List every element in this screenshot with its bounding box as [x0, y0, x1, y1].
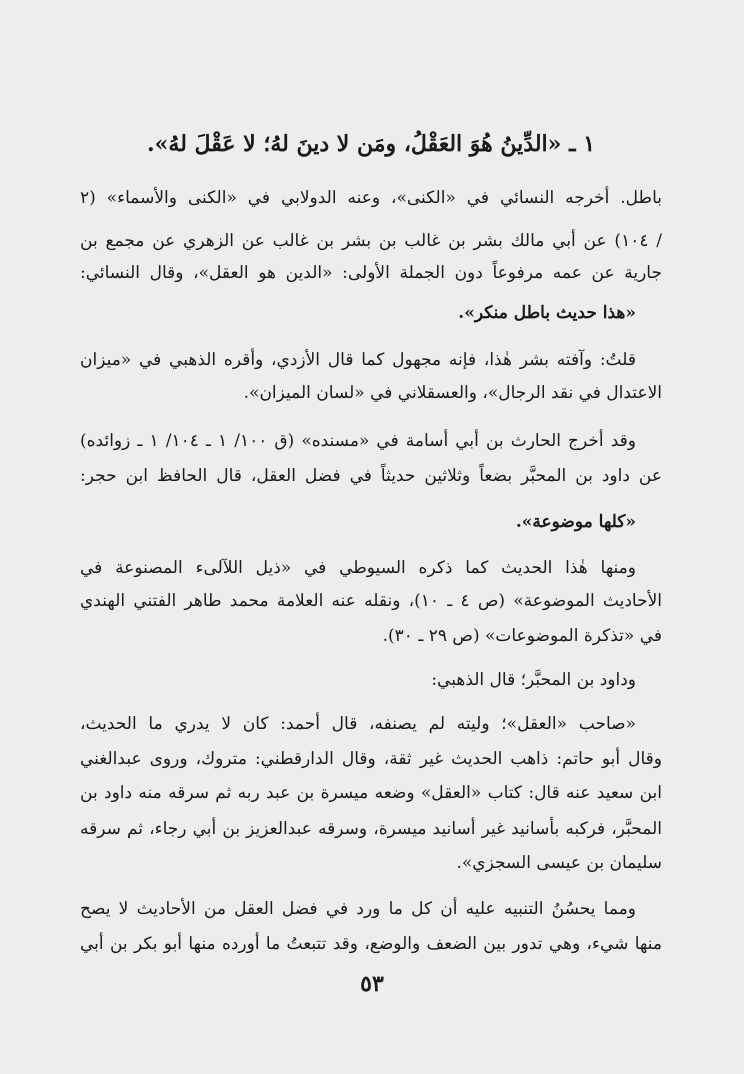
text-line: «صاحب «العقل»؛ وليته لم يصنفه، قال أحمد: كان لا يدري ما الحديث،	[80, 714, 636, 734]
text-line: وداود بن المحبَّر؛ قال الذهبي:	[431, 670, 636, 690]
text-line: قلتُ: وآفته بشر هٰذا، فإنه مجهول كما قال الأزدي، وأقره الذهبي في «ميزان	[80, 350, 636, 370]
text-line: ومما يحسُنُ التنبيه عليه أن كل ما ورد في فضل العقل من الأحاديث لا يصح	[80, 899, 636, 919]
hadith-heading: ١ ـ «الدِّينُ هُوَ العَقْلُ، ومَن لا دينَ لهُ؛ لا عَقْلَ لهُ».	[146, 131, 596, 157]
text-line: الاعتدال في نقد الرجال»، والعسقلاني في «لسان الميزان».	[243, 383, 662, 403]
text-line: الأحاديث الموضوعة» (ص ٤ ـ ١٠)، ونقله عنه العلامة محمد طاهر الفتني الهندي	[80, 591, 662, 611]
text-line: في «تذكرة الموضوعات» (ص ٢٩ ـ ٣٠).	[382, 626, 662, 646]
page-number: ٥٣	[360, 971, 384, 997]
quote-line: «هذا حديث باطل منكر».	[458, 303, 636, 323]
text-line: وقد أخرج الحارث بن أبي أسامة في «مسنده» (ق ١٠٠/ ١ ـ ١٠٤/ ١ ـ زوائده)	[80, 431, 636, 451]
text-line: ومنها هٰذا الحديث كما ذكره السيوطي في «ذيل اللآلىء المصنوعة في	[80, 558, 636, 578]
text-line: باطل. أخرجه النسائي في «الكنى»، وعنه الدولابي في «الكنى والأسماء» (٢	[80, 188, 662, 208]
text-line: المحبَّر، فركبه بأسانيد غير أسانيد ميسرة، وسرقه عبدالعزيز بن أبي رجاء، ثم سرقه	[80, 819, 662, 839]
text-line: عن داود بن المحبَّر بضعاً وثلاثين حديثاً في فضل العقل، قال الحافظ ابن حجر:	[80, 466, 662, 486]
text-line: وقال أبو حاتم: ذاهب الحديث غير ثقة، وقال الدارقطني: متروك، وروى عبدالغني	[80, 749, 662, 769]
text-line: جارية عن عمه مرفوعاً دون الجملة الأولى: «الدين هو العقل»، وقال النسائي:	[80, 263, 662, 283]
text-line: سليمان بن عيسى السجزي».	[456, 853, 662, 873]
text-line: / ١٠٤) عن أبي مالك بشر بن غالب بن بشر بن غالب عن الزهري عن مجمع بن	[80, 231, 662, 251]
quote-line: «كلها موضوعة».	[515, 512, 636, 532]
text-line: ابن سعيد عنه قال: كتاب «العقل» وضعه ميسرة بن عبد ربه ثم سرقه منه داود بن	[80, 783, 662, 803]
text-line: منها شيء، وهي تدور بين الضعف والوضع، وقد تتبعتُ ما أورده منها أبو بكر بن أبي	[80, 934, 662, 954]
